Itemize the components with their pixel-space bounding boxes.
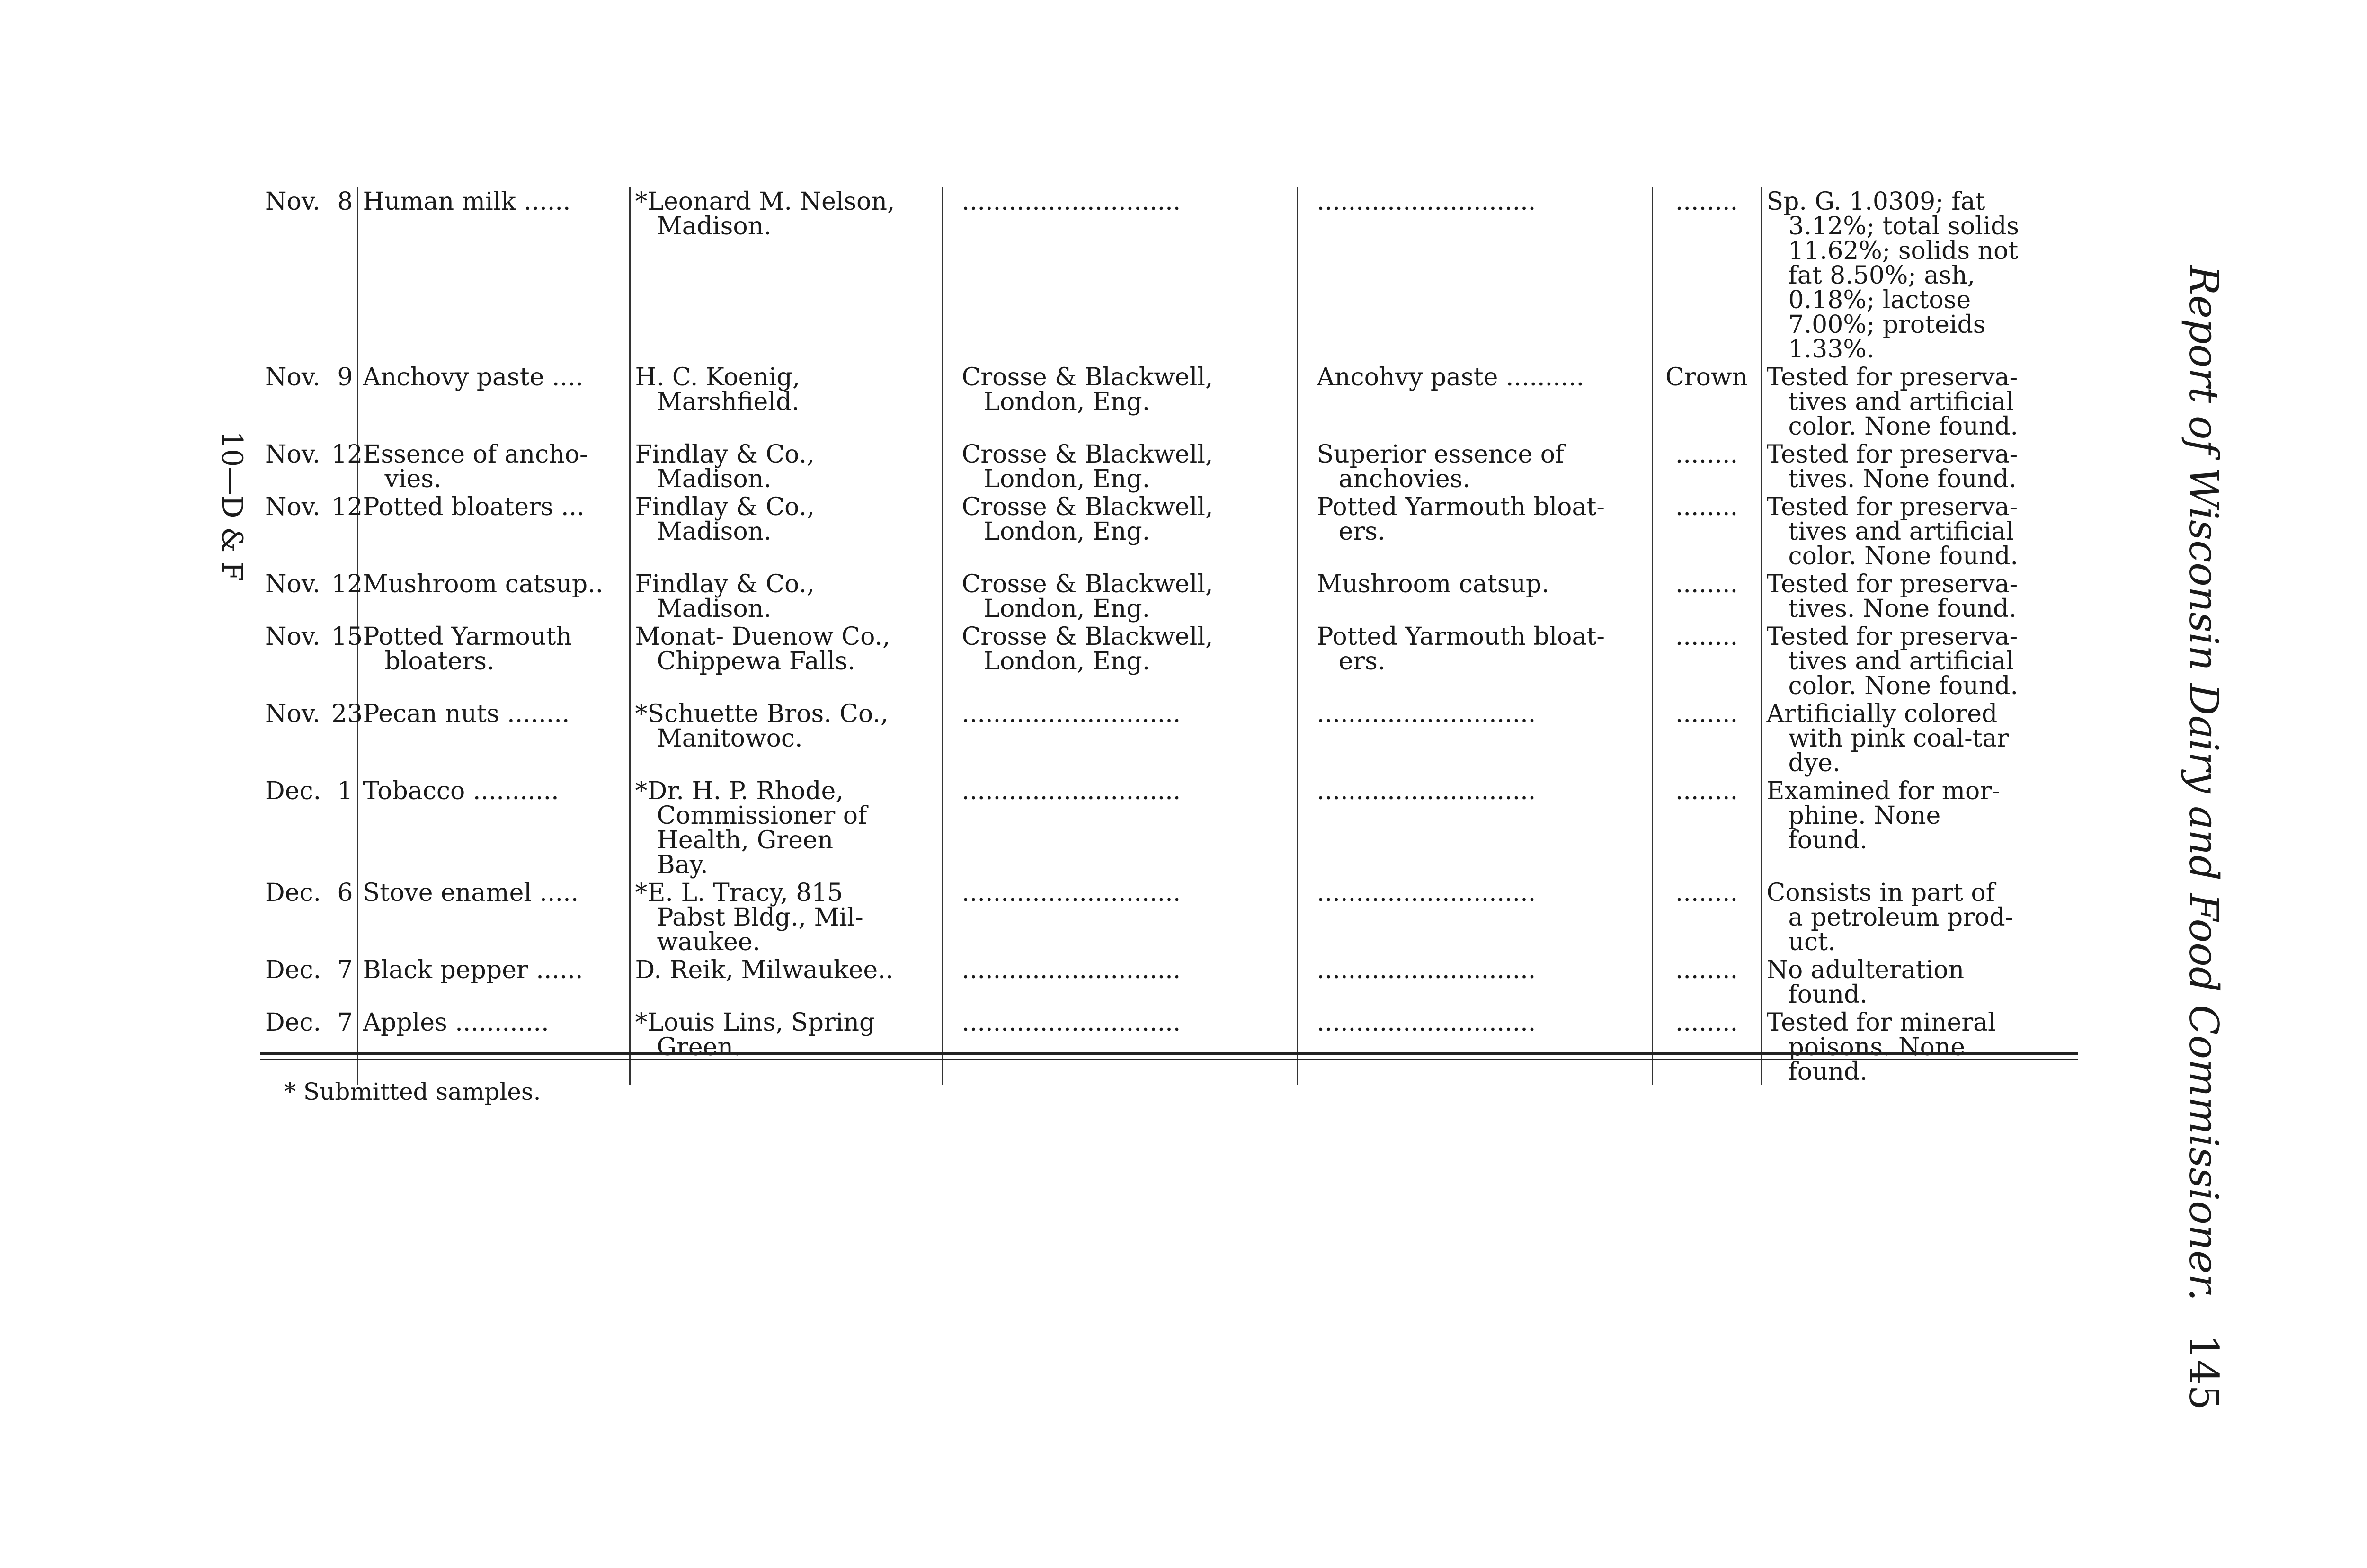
manufacturer-line: ............................ bbox=[961, 879, 1181, 907]
submitted-by-line: Madison. bbox=[657, 465, 772, 493]
brand-line: ers. bbox=[1338, 517, 1386, 546]
date-day: 7 bbox=[331, 1008, 357, 1085]
article-line: Anchovy paste .... bbox=[363, 363, 584, 392]
brand-line: Ancohvy paste .......... bbox=[1317, 363, 1584, 392]
result-line: tives and artificial bbox=[1788, 517, 2014, 546]
date-day: 23 bbox=[331, 699, 357, 776]
date-month: Dec. bbox=[265, 777, 321, 805]
mark-cell: ........ bbox=[1652, 776, 1761, 878]
running-head-title: Report of Wisconsin Dairy and Food Commissioner. bbox=[2180, 265, 2227, 1301]
article-cell bbox=[357, 570, 630, 622]
result-line: Artificially colored bbox=[1766, 700, 1998, 728]
date-month: Dec. bbox=[265, 956, 321, 984]
submitted-by-cell bbox=[630, 776, 942, 878]
manufacturer-line: London, Eng. bbox=[983, 465, 1150, 493]
submitted-by-line: Marshfield. bbox=[657, 388, 800, 416]
manufacturer-line: ............................ bbox=[961, 956, 1181, 984]
article-cell bbox=[357, 776, 630, 878]
date-day: 12 bbox=[331, 570, 357, 622]
result-line: 3.12%; total solids bbox=[1788, 212, 2020, 241]
manufacturer-line: London, Eng. bbox=[983, 388, 1150, 416]
mark-cell: ........ bbox=[1652, 570, 1761, 622]
date-month: Nov. bbox=[265, 493, 320, 521]
result-line: tives and artificial bbox=[1788, 647, 2014, 676]
submitted-by-cell bbox=[630, 699, 942, 776]
result-cell bbox=[1761, 1008, 2083, 1085]
brand-line: anchovies. bbox=[1338, 465, 1470, 493]
article-line: Potted bloaters ... bbox=[363, 493, 585, 521]
result-cell bbox=[1761, 955, 2083, 1008]
mark-cell: ........ bbox=[1652, 492, 1761, 570]
page-number: 145 bbox=[2180, 1334, 2227, 1410]
brand-cell bbox=[1297, 1008, 1652, 1085]
article-cell bbox=[357, 363, 630, 440]
result-line: 0.18%; lactose bbox=[1788, 286, 1971, 314]
submitted-by-line: Manitowoc. bbox=[657, 724, 803, 753]
article-line: Tobacco ........... bbox=[363, 777, 559, 805]
result-line: color. None found. bbox=[1788, 542, 2019, 570]
manufacturer-line: Crosse & Blackwell, bbox=[961, 623, 1213, 651]
result-cell bbox=[1761, 492, 2083, 570]
brand-line: Superior essence of bbox=[1317, 440, 1565, 469]
submitted-by-line: Findlay & Co., bbox=[635, 493, 815, 521]
manufacturer-cell bbox=[942, 1008, 1297, 1085]
table-row bbox=[260, 776, 2083, 878]
result-line: 7.00%; proteids bbox=[1788, 311, 1986, 339]
article-cell bbox=[357, 878, 630, 955]
result-line: tives. None found. bbox=[1788, 465, 2017, 493]
result-cell bbox=[1761, 440, 2083, 492]
submitted-by-cell bbox=[630, 1008, 942, 1085]
manufacturer-cell bbox=[942, 878, 1297, 955]
date-day: 1 bbox=[331, 776, 357, 878]
result-line: Tested for preserva- bbox=[1766, 440, 2018, 469]
date-day: 12 bbox=[331, 492, 357, 570]
submitted-by-line: Monat- Duenow Co., bbox=[635, 623, 890, 651]
brand-line: Mushroom catsup. bbox=[1317, 570, 1549, 598]
article-cell bbox=[357, 492, 630, 570]
article-line: bloaters. bbox=[384, 647, 495, 676]
submitted-by-line: Pabst Bldg., Mil- bbox=[657, 903, 863, 932]
result-line: fat 8.50%; ash, bbox=[1788, 261, 1975, 290]
brand-cell bbox=[1297, 363, 1652, 440]
brand-line: ............................ bbox=[1317, 777, 1536, 805]
table-bottom-rule-thin bbox=[260, 1059, 2078, 1060]
brand-cell bbox=[1297, 776, 1652, 878]
submitted-by-line: Chippewa Falls. bbox=[657, 647, 855, 676]
signature-mark: 10—D & F bbox=[215, 431, 249, 581]
result-line: Tested for preserva- bbox=[1766, 363, 2018, 392]
result-line: 1.33%. bbox=[1788, 335, 1875, 364]
submitted-by-line: Bay. bbox=[657, 851, 708, 879]
date-month: Nov. bbox=[265, 440, 320, 469]
manufacturer-line: Crosse & Blackwell, bbox=[961, 493, 1213, 521]
mark-cell: Crown bbox=[1652, 363, 1761, 440]
result-line: No adulteration bbox=[1766, 956, 1965, 984]
result-cell bbox=[1761, 699, 2083, 776]
article-line: Pecan nuts ........ bbox=[363, 700, 570, 728]
article-line: Black pepper ...... bbox=[363, 956, 583, 984]
date-month: Dec. bbox=[265, 879, 321, 907]
running-head bbox=[2182, 265, 2225, 1410]
result-line: color. None found. bbox=[1788, 672, 2019, 700]
manufacturer-line: ............................ bbox=[961, 1008, 1181, 1037]
mark-cell: ........ bbox=[1652, 878, 1761, 955]
article-cell bbox=[357, 699, 630, 776]
manufacturer-cell bbox=[942, 363, 1297, 440]
submitted-by-cell bbox=[630, 187, 942, 363]
article-line: Human milk ...... bbox=[363, 187, 571, 216]
manufacturer-line: London, Eng. bbox=[983, 595, 1150, 623]
result-line: tives. None found. bbox=[1788, 595, 2017, 623]
brand-cell bbox=[1297, 570, 1652, 622]
article-line: Mushroom catsup.. bbox=[363, 570, 604, 598]
submitted-by-line: Green. bbox=[657, 1033, 741, 1061]
table-row bbox=[260, 878, 2083, 955]
result-line: Tested for mineral bbox=[1766, 1008, 1996, 1037]
brand-cell bbox=[1297, 699, 1652, 776]
submitted-by-line: D. Reik, Milwaukee.. bbox=[635, 956, 894, 984]
manufacturer-line: Crosse & Blackwell, bbox=[961, 363, 1213, 392]
mark-cell: ........ bbox=[1652, 622, 1761, 699]
manufacturer-line: London, Eng. bbox=[983, 517, 1150, 546]
date-day: 8 bbox=[331, 187, 357, 363]
result-cell bbox=[1761, 187, 2083, 363]
date-month: Nov. bbox=[265, 363, 320, 392]
mark-cell: ........ bbox=[1652, 187, 1761, 363]
result-line: found. bbox=[1788, 1058, 1868, 1086]
result-cell bbox=[1761, 622, 2083, 699]
result-cell bbox=[1761, 363, 2083, 440]
result-line: tives and artificial bbox=[1788, 388, 2014, 416]
table-row bbox=[260, 699, 2083, 776]
article-line: Apples ............ bbox=[363, 1008, 549, 1037]
table-row bbox=[260, 187, 2083, 363]
submitted-by-cell bbox=[630, 492, 942, 570]
submitted-by-line: *Louis Lins, Spring bbox=[635, 1008, 875, 1037]
samples-table bbox=[260, 187, 2083, 1085]
date-month: Nov. bbox=[265, 623, 320, 651]
date-day: 7 bbox=[331, 955, 357, 1008]
manufacturer-cell bbox=[942, 955, 1297, 1008]
result-line: poisons. None bbox=[1788, 1033, 1966, 1061]
result-line: Tested for preserva- bbox=[1766, 493, 2018, 521]
mark-cell: ........ bbox=[1652, 440, 1761, 492]
article-cell bbox=[357, 622, 630, 699]
submitted-by-cell bbox=[630, 570, 942, 622]
brand-cell bbox=[1297, 878, 1652, 955]
brand-cell bbox=[1297, 187, 1652, 363]
result-line: 11.62%; solids not bbox=[1788, 237, 2019, 265]
submitted-by-line: Madison. bbox=[657, 212, 772, 241]
article-cell bbox=[357, 187, 630, 363]
date-day: 6 bbox=[331, 878, 357, 955]
brand-cell bbox=[1297, 440, 1652, 492]
submitted-by-line: Findlay & Co., bbox=[635, 440, 815, 469]
manufacturer-line: ............................ bbox=[961, 700, 1181, 728]
result-line: color. None found. bbox=[1788, 412, 2019, 441]
manufacturer-cell bbox=[942, 492, 1297, 570]
table-row bbox=[260, 363, 2083, 440]
result-line: Tested for preserva- bbox=[1766, 570, 2018, 598]
submitted-by-line: Health, Green bbox=[657, 826, 834, 855]
table-bottom-rule bbox=[260, 1052, 2078, 1055]
result-line: Sp. G. 1.0309; fat bbox=[1766, 187, 1985, 216]
submitted-by-line: waukee. bbox=[657, 928, 761, 956]
date-month: Nov. bbox=[265, 187, 320, 216]
date-month: Nov. bbox=[265, 700, 320, 728]
table-row bbox=[260, 1008, 2083, 1085]
date-month: Dec. bbox=[265, 1008, 321, 1037]
result-cell bbox=[1761, 878, 2083, 955]
date-day: 12 bbox=[331, 440, 357, 492]
manufacturer-cell bbox=[942, 440, 1297, 492]
manufacturer-cell bbox=[942, 699, 1297, 776]
result-cell bbox=[1761, 570, 2083, 622]
result-line: Consists in part of bbox=[1766, 879, 1995, 907]
submitted-by-cell bbox=[630, 878, 942, 955]
mark-cell: ........ bbox=[1652, 1008, 1761, 1085]
manufacturer-line: Crosse & Blackwell, bbox=[961, 570, 1213, 598]
submitted-by-cell bbox=[630, 955, 942, 1008]
brand-line: ers. bbox=[1338, 647, 1386, 676]
brand-cell bbox=[1297, 622, 1652, 699]
brand-line: Potted Yarmouth bloat- bbox=[1317, 623, 1605, 651]
submitted-by-line: *E. L. Tracy, 815 bbox=[635, 879, 843, 907]
submitted-by-line: Commissioner of bbox=[657, 802, 867, 830]
samples-table-body bbox=[260, 187, 2083, 1085]
result-line: dye. bbox=[1788, 749, 1841, 777]
article-cell bbox=[357, 440, 630, 492]
brand-line: ............................ bbox=[1317, 956, 1536, 984]
footnote: * Submitted samples. bbox=[284, 1078, 541, 1105]
mark-cell: ........ bbox=[1652, 955, 1761, 1008]
result-line: phine. None bbox=[1788, 802, 1941, 830]
submitted-by-cell bbox=[630, 440, 942, 492]
submitted-by-line: Findlay & Co., bbox=[635, 570, 815, 598]
table-row bbox=[260, 570, 2083, 622]
brand-line: ............................ bbox=[1317, 700, 1536, 728]
date-day: 9 bbox=[331, 363, 357, 440]
article-cell bbox=[357, 1008, 630, 1085]
manufacturer-line: London, Eng. bbox=[983, 647, 1150, 676]
table-row bbox=[260, 492, 2083, 570]
table-row bbox=[260, 440, 2083, 492]
article-cell bbox=[357, 955, 630, 1008]
date-month: Nov. bbox=[265, 570, 320, 598]
result-line: found. bbox=[1788, 980, 1868, 1009]
brand-cell bbox=[1297, 492, 1652, 570]
date-day: 15 bbox=[331, 622, 357, 699]
submitted-by-line: *Dr. H. P. Rhode, bbox=[635, 777, 844, 805]
table-row bbox=[260, 622, 2083, 699]
submitted-by-line: *Schuette Bros. Co., bbox=[635, 700, 889, 728]
result-line: Tested for preserva- bbox=[1766, 623, 2018, 651]
submitted-by-cell bbox=[630, 622, 942, 699]
article-line: Stove enamel ..... bbox=[363, 879, 579, 907]
manufacturer-line: Crosse & Blackwell, bbox=[961, 440, 1213, 469]
submitted-by-line: *Leonard M. Nelson, bbox=[635, 187, 895, 216]
table-row bbox=[260, 955, 2083, 1008]
manufacturer-line: ............................ bbox=[961, 777, 1181, 805]
submitted-by-line: H. C. Koenig, bbox=[635, 363, 801, 392]
manufacturer-cell bbox=[942, 776, 1297, 878]
result-cell bbox=[1761, 776, 2083, 878]
manufacturer-cell bbox=[942, 622, 1297, 699]
submitted-by-cell bbox=[630, 363, 942, 440]
result-line: a petroleum prod- bbox=[1788, 903, 2014, 932]
brand-cell bbox=[1297, 955, 1652, 1008]
result-line: with pink coal-tar bbox=[1788, 724, 2009, 753]
submitted-by-line: Madison. bbox=[657, 595, 772, 623]
submitted-by-line: Madison. bbox=[657, 517, 772, 546]
brand-line: Potted Yarmouth bloat- bbox=[1317, 493, 1605, 521]
mark-cell: ........ bbox=[1652, 699, 1761, 776]
manufacturer-line: ............................ bbox=[961, 187, 1181, 216]
result-line: uct. bbox=[1788, 928, 1836, 956]
article-line: Potted Yarmouth bbox=[363, 623, 572, 651]
manufacturer-cell bbox=[942, 570, 1297, 622]
result-line: found. bbox=[1788, 826, 1868, 855]
manufacturer-cell bbox=[942, 187, 1297, 363]
brand-line: ............................ bbox=[1317, 1008, 1536, 1037]
brand-line: ............................ bbox=[1317, 879, 1536, 907]
brand-line: ............................ bbox=[1317, 187, 1536, 216]
result-line: Examined for mor- bbox=[1766, 777, 2000, 805]
article-line: Essence of ancho- bbox=[363, 440, 588, 469]
article-line: vies. bbox=[384, 465, 442, 493]
